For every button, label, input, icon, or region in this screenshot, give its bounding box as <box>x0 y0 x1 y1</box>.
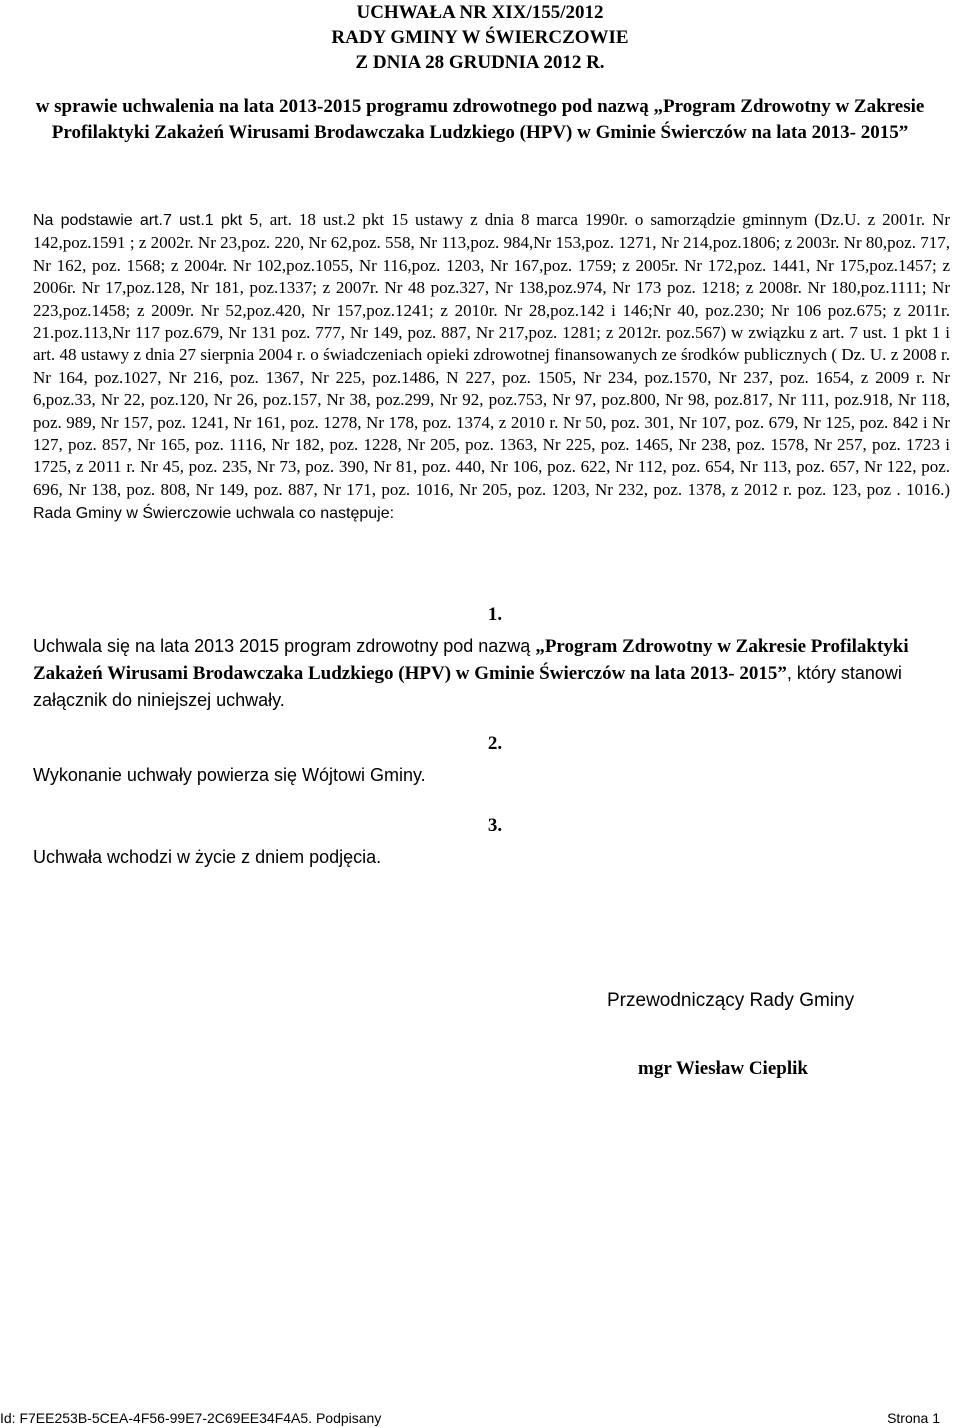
signatory-role: Przewodniczący Rady Gminy <box>607 990 855 1011</box>
council-name: RADY GMINY W ŚWIERCZOWIE <box>331 27 629 48</box>
resolution-header <box>0 0 960 75</box>
preamble-lead: Na podstawie art.7 ust.1 pkt 5, <box>33 212 263 229</box>
section-1-number: 1. <box>487 604 503 625</box>
resolution-subject: w sprawie uchwalenia na lata 2013-2015 programu zdrowotnego pod nazwą „Program Zdrowotny w Zakresie Profilaktyki Zakażeń Wirusami Brodawczaka Ludzkiego (HPV) w Gminie Świerczów na lata 2013- 2015” <box>35 96 925 143</box>
signatory-name: mgr Wiesław Cieplik <box>638 1058 808 1079</box>
resolution-date: Z DNIA 28 GRUDNIA 2012 R. <box>355 52 605 73</box>
section-1-text-after: , który stanowi załącznik do niniejszej uchwały. <box>33 663 902 710</box>
section-1-text <box>33 633 950 714</box>
preamble-body: art. 18 ust.2 pkt 15 ustawy z dnia 8 marca 1990r. o samorządzie gminnym (Dz.U. z 2001r. Nr 142,poz.1591 ; z 2002r. Nr 23,poz. 220, Nr 62,poz. 558, Nr 113,poz. 984,Nr 153,poz. 1271, Nr 214,poz.1806; z 2003r. Nr 80,poz. 717, Nr 162, poz. 1568; z 2004r. Nr 102,poz.1055, Nr 116,poz. 1203, Nr 167,poz. 1759; z 2005r. Nr 172,poz. 1441, Nr 175,poz.1457; z 2006r. Nr 17,poz.128, Nr 181, poz.1337; z 2007r. Nr 48 poz.327, Nr 138,poz.974, Nr 173 poz. 1218; z 2008r. Nr 180,poz.1111; Nr 223,poz.1458; z 2009r. Nr 52,poz.420, Nr 157,poz.1241; z 2010r. Nr 28,poz.142 i 146;Nr 40, poz.230; Nr 106 poz.675; z 2011r. 21.poz.113,Nr 117 poz.679, Nr 131 poz. 777, Nr 149, poz. 887, Nr 217,poz. 1281; z 2012r. poz.567) w związku z art. 7 ust. 1 pkt 1 i art. 48 ustawy z dnia 27 sierpnia 2004 r. o świadczeniach opieki zdrowotnej finansowanych ze środków publicznych ( Dz. U. z 2008 r. Nr 164, poz.1027, Nr 216, poz. 1367, Nr 225, poz.1486, N 227, poz. 1505, Nr 234, poz.1570, Nr 237, poz. 1654, z 2009 r. Nr 6,poz.33, Nr 22, poz.120, Nr 26, poz.157, Nr 38, poz.299, Nr 92, poz.753, Nr 97, poz.800, Nr 98, poz.817, Nr 111, poz.918, Nr 118, poz. 989, Nr 157, poz. 1241, Nr 161, poz. 1278, Nr 178, poz. 1374, z 2010 r. Nr 50, poz. 301, Nr 107, poz. 679, Nr 125, poz. 842 i Nr 127, poz. 857, Nr 165, poz. 1116, Nr 182, poz. 1228, Nr 205, poz. 1363, Nr 225, poz. 1465, Nr 238, poz. 1578, Nr 257, poz. 1723 i 1725, z 2011 r. Nr 45, poz. 235, Nr 73, poz. 390, Nr 81, poz. 440, Nr 106, poz. 622, Nr 112, poz. 654, Nr 113, poz. 657, Nr 122, poz. 696, Nr 138, poz. 808, Nr 149, poz. 887, Nr 171, poz. 1016, Nr 205, poz. 1203, Nr 232, poz. 1378, z 2012 r. poz. 123, poz . 1016.) <box>33 210 951 499</box>
page-footer <box>0 1408 960 1428</box>
section-3-number: 3. <box>487 815 503 836</box>
preamble-tail: Rada Gminy w Świerczowie uchwala co następuje: <box>33 505 395 523</box>
section-1-text-before: Uchwala się na lata 2013 2015 program zdrowotny pod nazwą <box>33 636 536 656</box>
page-number: Strona 1 <box>887 1410 940 1426</box>
section-2-number: 2. <box>487 733 503 754</box>
section-2-text: Wykonanie uchwały powierza się Wójtowi Gminy. <box>33 765 426 785</box>
program-name: „Program Zdrowotny w Zakresie Profilaktyki Zakażeń Wirusami Brodawczaka Ludzkiego (HPV) w Gminie Świerczów na lata 2013- 2015” <box>33 636 909 684</box>
resolution-number: UCHWAŁA NR XIX/155/2012 <box>356 2 604 23</box>
document-id: Id: F7EE253B-5CEA-4F56-99E7-2C69EE34F4A5. Podpisany <box>0 1410 382 1426</box>
section-3-text: Uchwała wchodzi w życie z dniem podjęcia. <box>33 847 382 867</box>
legal-basis-preamble <box>33 209 950 526</box>
